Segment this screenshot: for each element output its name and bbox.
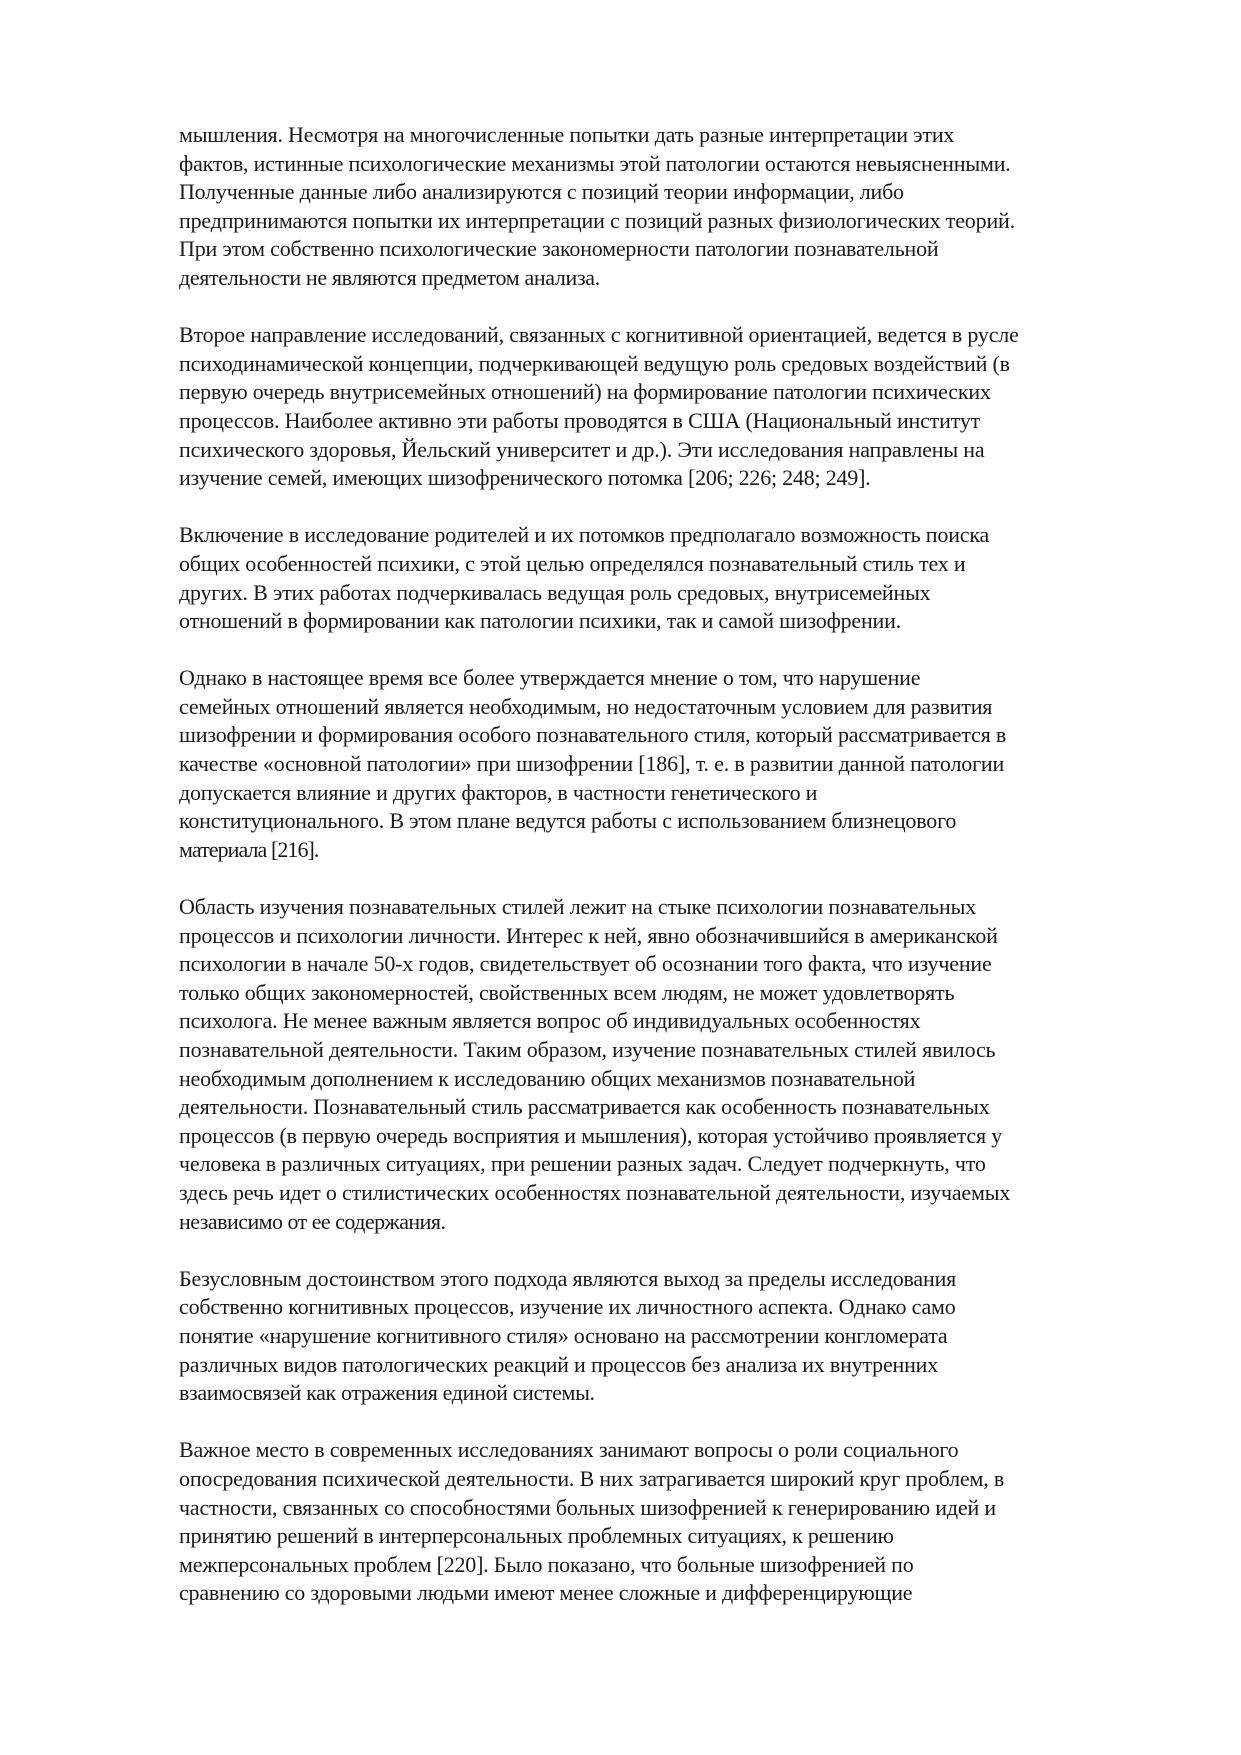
text-line: принятию решений в интерперсональных проблемных ситуациях, к решению	[179, 1523, 894, 1549]
paragraph	[179, 893, 1179, 1236]
text-line: мышления. Несмотря на многочисленные попытки дать разные интерпретации этих	[179, 122, 955, 147]
text-line: Включение в исследование родителей и их потомков предполагало возможность поиска	[179, 522, 990, 548]
text-line: других. В этих работах подчеркивалась ведущая роль средовых, внутрисемейных	[179, 579, 931, 605]
text-line: взаимосвязей как отражения единой системы.	[179, 1380, 595, 1406]
text-line: психодинамической концепции, подчеркивающей ведущую роль средовых воздействий (в	[179, 350, 1010, 376]
text-line: различных видов патологических реакций и процессов без анализа их внутренних	[179, 1351, 939, 1377]
text-line: сравнению со здоровыми людьми имеют менее сложные и дифференцирующие	[179, 1580, 913, 1606]
text-line: первую очередь внутрисемейных отношений) на формирование патологии психических	[179, 379, 991, 405]
paragraph	[179, 521, 1179, 635]
text-line: независимо от ее содержания.	[179, 1208, 446, 1234]
text-line: Важное место в современных исследованиях занимают вопросы о роли социального	[179, 1437, 959, 1463]
text-line: человека в различных ситуациях, при решении разных задач. Следует подчеркнуть, что	[179, 1151, 986, 1177]
text-line: предпринимаются попытки их интерпретации с позиций разных физиологических теорий.	[179, 207, 1015, 233]
text-line: психолога. Не менее важным является вопрос об индивидуальных особенностях	[179, 1008, 921, 1034]
text-line: конституционального. В этом плане ведутся работы с использованием близнецового	[179, 808, 957, 834]
text-line: процессов. Наиболее активно эти работы проводятся в США (Национальный институт	[179, 407, 981, 433]
paragraph	[179, 1265, 1179, 1408]
text-line: опосредования психической деятельности. В них затрагивается широкий круг проблем, в	[179, 1465, 1005, 1491]
text-line: материала [216].	[179, 836, 319, 862]
text-line: только общих закономерностей, свойственных всем людям, не может удовлетворять	[179, 979, 955, 1005]
text-line: шизофрении и формирования особого познавательного стиля, который рассматривается в	[179, 722, 1007, 748]
text-line: понятие «нарушение когнитивного стиля» основано на рассмотрении конгломерата	[179, 1322, 948, 1348]
text-line: Полученные данные либо анализируются с позиций теории информации, либо	[179, 179, 904, 205]
text-line: процессов и психологии личности. Интерес к ней, явно обозначившийся в американской	[179, 922, 998, 948]
text-line: изучение семей, имеющих шизофренического потомка [206; 226; 248; 249].	[179, 465, 871, 491]
text-line: Второе направление исследований, связанных с когнитивной ориентацией, ведется в русле	[179, 322, 1019, 348]
text-line: познавательной деятельности. Таким образом, изучение познавательных стилей явилось	[179, 1037, 996, 1062]
text-line: Безусловным достоинством этого подхода являются выход за пределы исследования	[179, 1265, 957, 1291]
text-line: межперсональных проблем [220]. Было показано, что больные шизофренией по	[179, 1551, 914, 1577]
text-line: здесь речь идет о стилистических особенностях познавательной деятельности, изучаемых	[179, 1179, 1011, 1205]
text-line: деятельности не являются предметом анализа.	[179, 264, 600, 290]
text-line: семейных отношений является необходимым, но недостаточным условием для развития	[179, 693, 993, 719]
text-line: фактов, истинные психологические механизмы этой патологии остаются невыясненными.	[179, 150, 1011, 176]
text-line: При этом собственно психологические закономерности патологии познавательной	[179, 236, 939, 262]
text-line: Однако в настоящее время все более утверждается мнение о том, что нарушение	[179, 665, 921, 691]
text-line: отношений в формировании как патологии психики, так и самой шизофрении.	[179, 608, 901, 634]
text-line: необходимым дополнением к исследованию общих механизмов познавательной	[179, 1065, 916, 1091]
text-line: психического здоровья, Йельский университет и др.). Эти исследования направлены на	[179, 436, 985, 462]
paragraph	[179, 664, 1179, 864]
paragraph	[179, 121, 1179, 293]
text-line: допускается влияние и других факторов, в частности генетического и	[179, 779, 818, 805]
paragraph	[179, 321, 1179, 493]
text-line: общих особенностей психики, с этой целью определялся познавательный стиль тех и	[179, 550, 966, 576]
text-line: процессов (в первую очередь восприятия и мышления), которая устойчиво проявляется у	[179, 1122, 1003, 1148]
text-line: качестве «основной патологии» при шизофрении [186], т. е. в развитии данной патологии	[179, 751, 1005, 777]
document-page	[179, 121, 1179, 1636]
text-line: психологии в начале 50-х годов, свидетельствует об осознании того факта, что изучение	[179, 951, 992, 977]
paragraph	[179, 1436, 1179, 1608]
text-line: деятельности. Познавательный стиль рассматривается как особенность познавательных	[179, 1094, 990, 1120]
text-line: частности, связанных со способностями больных шизофренией к генерированию идей и	[179, 1494, 996, 1520]
text-line: Область изучения познавательных стилей лежит на стыке психологии познавательных	[179, 894, 977, 920]
text-line: собственно когнитивных процессов, изучение их личностного аспекта. Однако само	[179, 1294, 956, 1320]
